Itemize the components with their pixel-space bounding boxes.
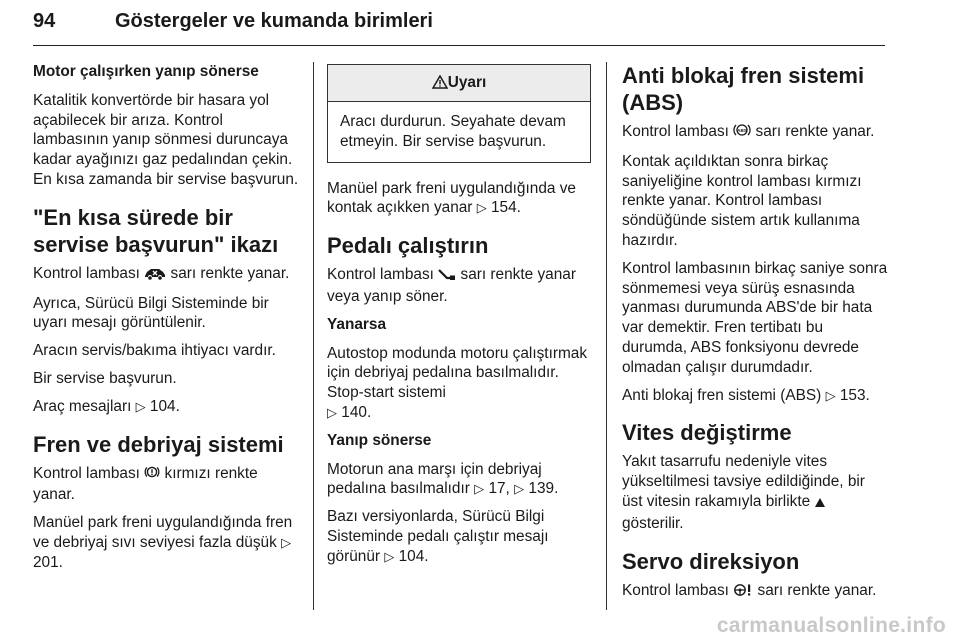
paragraph-abs-reference: Anti blokaj fren sistemi (ABS) ▷ 153. [622,386,870,404]
paragraph-steering-lamp: Kontrol lambası sarı renkte yanar. [622,581,888,603]
steering-warning-icon [733,583,753,603]
heading-service-warning: "En kısa sürede bir servise başvurun" ikazı [33,204,279,257]
paragraph-upshift: Yakıt tasarrufu nedeniyle vites yükseltilmesi tavsiye edildiğinde, bir üst vitesin rakamıyla birlikte gösterilir. [622,453,865,532]
paragraph-autostop: Autostop modunda motoru çalıştırmak için debriyaj pedalına basılmalıdır. Stop-start sistemi ▷ 140. [327,344,588,421]
paragraph-ignition-on: Kontak açıldıktan sonra birkaç saniyeliğine kontrol lambası kırmızı renkte yanar. Kontrol lambası söndüğünde sistem artık kullanıma hazırdır. [622,152,862,249]
paragraph-some-versions: Bazı versiyonlarda, Sürücü Bilgi Sisteminde pedalı çalıştır mesajı görünür ▷ 104. [327,508,549,565]
page-title: Göstergeler ve kumanda birimleri [115,10,433,32]
heading-if-lit: Yanarsa [327,315,387,333]
heading-if-blinking: Yanıp sönerse [327,431,432,449]
heading-motor-blinking: Motor çalışırken yanıp sönerse [33,63,259,80]
paragraph-contact-service: Bir servise başvurun. [33,369,177,387]
heading-power-steering: Servo direksiyon [622,548,800,574]
page-reference[interactable]: 139. [528,480,559,498]
svg-text:ABS: ABS [737,127,748,133]
upshift-triangle-icon [814,494,826,514]
page-number: 94 [33,10,56,32]
car-service-icon [144,266,166,286]
page-header [33,6,885,46]
column-right [622,62,888,610]
warning-text: Aracı durdurun. Seyahate devam etmeyin. Bir servise başvurun. [340,113,566,150]
heading-press-pedal: Pedalı çalıştırın [327,233,489,259]
abs-icon [733,122,751,144]
page-reference[interactable]: 153. [839,386,870,404]
triangle-arrow-icon: ▷ [384,548,395,564]
header-rule [33,45,885,46]
triangle-arrow-icon: ▷ [825,387,836,403]
paragraph-engine-start: Motorun ana marşı için debriyaj pedalına basılmalıdır ▷ 17, ▷ 139. [327,460,559,498]
page-reference[interactable]: 140. [341,403,372,421]
brake-warning-icon [144,464,160,486]
paragraph-also: Ayrıca, Sürücü Bilgi Sisteminde bir uyarı mesajı görüntülenir. [33,294,269,332]
triangle-arrow-icon: ▷ [514,481,525,497]
warning-box [327,64,591,163]
warning-triangle-icon [432,67,448,103]
triangle-arrow-icon: ▷ [281,534,292,550]
page-reference[interactable]: 17, [488,480,510,498]
warning-title: Uyarı [447,74,487,91]
paragraph-vehicle-messages: Araç mesajları ▷ 104. [33,397,180,415]
column-left [33,62,301,581]
paragraph-abs-fault: Kontrol lambasının birkaç saniye sonra sönmemesi veya sürüş esnasında yanması durumunda ABS'de bir hata var demektir. Fren tertibatı bu durumda, ABS fonksiyonu devrede olmadan çalışır durumdadır. [622,259,888,376]
column-middle [327,62,591,575]
triangle-arrow-icon: ▷ [135,398,146,414]
paragraph-brake-lamp: Kontrol lambası kırmızı renkte yanar. [33,464,258,504]
page-reference[interactable]: 104. [398,547,429,565]
triangle-arrow-icon: ▷ [474,481,485,497]
triangle-arrow-icon: ▷ [327,404,337,420]
heading-abs: Anti blokaj fren sistemi (ABS) [622,63,865,115]
heading-gear-shift: Vites değiştirme [622,420,792,446]
paragraph-service-lamp: Kontrol lambası sarı renkte yanar. [33,264,301,286]
watermark: carmanualsonline.info [716,614,946,637]
clutch-pedal-icon [438,267,456,287]
column-divider [606,62,607,610]
triangle-arrow-icon: ▷ [476,200,487,216]
paragraph-handbrake-fluid: Manüel park freni uygulandığında fren ve debriyaj sıvı seviyesi fazla düşük ▷ 201. [33,514,293,571]
paragraph-abs-lamp: Kontrol lambası ABS sarı renkte yanar. [622,122,888,144]
heading-brake-clutch: Fren ve debriyaj sistemi [33,431,284,457]
paragraph-pedal-lamp: Kontrol lambası sarı renkte yanar veya yanıp söner. [327,266,576,305]
paragraph-catalytic: Katalitik konvertörde bir hasara yol açabilecek bir arıza. Kontrol lambasının yanıp sönmesi duruncaya kadar ayağınızı gaz pedalından çekin. En kısa zamanda bir servise başvurun. [33,91,299,188]
paragraph-handbrake-ignition: Manüel park freni uygulandığında ve kontak açıkken yanar ▷ 154. [327,179,576,217]
warning-box-header [328,65,590,102]
page-reference[interactable]: 201. [33,553,63,571]
paragraph-needs-service: Aracın servis/bakıma ihtiyacı vardır. [33,342,276,360]
page-reference[interactable]: 154. [491,199,521,217]
page-reference[interactable]: 104. [149,397,180,415]
column-divider [313,62,314,610]
